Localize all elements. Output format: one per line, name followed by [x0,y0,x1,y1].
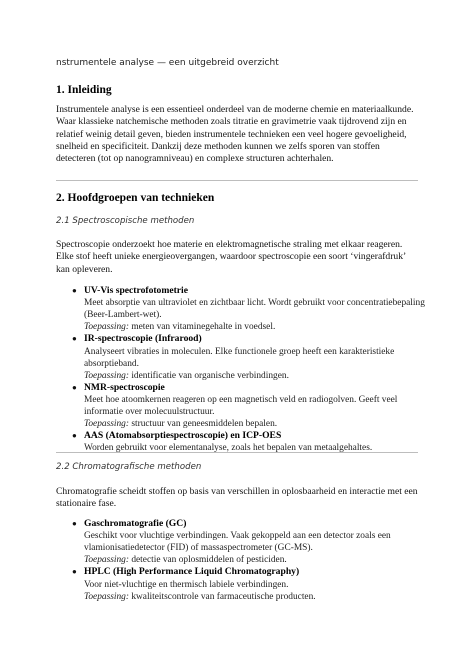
subsection-divider [56,452,418,453]
technique-description: Meet absorptie van ultraviolet en zichtbaar licht. Wordt gebruikt voor concentratiebepaling (Beer-Lambert-wet). [84,298,425,321]
subsection-intro-chromatografie: Chromatografie scheidt stoffen op basis van verschillen in oplosbaarheid en interactie met een stationaire fase. [56,486,418,510]
technique-application [84,418,426,430]
subsection-intro-spectroscopie: Spectroscopie onderzoekt hoe materie en elektromagnetische straling met elkaar reageren. Elke stof heeft unieke energieovergangen, waardoor spectroscopie een soort ‘vingerafdruk’ kan opleveren. [56,239,406,275]
application-text: structuur van geneesmiddelen bepalen. [128,418,278,429]
technique-name: NMR-spectroscopie [84,381,165,393]
application-label: Toepassing: [84,322,129,333]
technique-application [84,591,426,603]
document-title: nstrumentele analyse — een uitgebreid overzicht [56,58,279,68]
technique-name: IR-spectroscopie (Infrarood) [84,333,202,345]
bullet-icon: ● [72,334,77,344]
technique-description: Geschikt voor vluchtige verbindingen. Vaak gekoppeld aan een detector zoals een vlamionisatiedetector (FID) of massaspectrometer (GC-MS). [84,531,391,554]
chromatography-technique-list [56,518,426,603]
bullet-icon: ● [72,430,77,440]
application-label: Toepassing: [84,591,129,602]
list-item [56,285,426,333]
technique-application [84,554,426,566]
bullet-icon: ● [72,286,77,295]
technique-application [84,321,426,333]
technique-name: AAS (Atomabsorptiespectroscopie) en ICP-OES [84,429,282,441]
list-item [56,518,426,566]
technique-description: Worden gebruikt voor elementanalyse, zoals het bepalen van metaalgehaltes. [84,443,373,454]
technique-description: Voor niet-vluchtige en thermisch labiele verbindingen. [84,579,289,590]
technique-name: HPLC (High Performance Liquid Chromatography) [84,566,300,578]
application-label: Toepassing: [84,418,129,429]
application-text: detectie van oplosmiddelen of pesticiden. [128,555,287,566]
list-item [56,566,426,602]
section-divider [56,180,418,181]
list-item [56,333,426,381]
list-item [56,430,426,454]
application-label: Toepassing: [84,555,129,566]
technique-name: Gaschromatografie (GC) [84,518,187,529]
technique-application [84,370,426,382]
technique-description: Analyseert vibraties in moleculen. Elke functionele groep heeft een karakteristieke absorptieband. [84,346,395,369]
application-text: meten van vitaminegehalte in voedsel. [128,322,276,333]
section-heading-inleiding: 1. Inleiding [56,84,112,96]
bullet-icon: ● [72,519,77,528]
technique-description: Meet hoe atoomkernen reageren op een magnetisch veld en radiogolven. Geeft veel informatie over molecuulstructuur. [84,394,398,417]
application-text: kwaliteitscontrole van farmaceutische producten. [128,591,316,602]
subsection-heading-spectroscopie: 2.1 Spectroscopische methoden [56,216,195,226]
bullet-icon: ● [72,567,77,577]
application-label: Toepassing: [84,370,129,381]
spectroscopy-technique-list [56,285,426,454]
bullet-icon: ● [72,382,77,392]
technique-name: UV-Vis spectrofotometrie [84,285,188,296]
application-text: identificatie van organische verbindingen. [128,370,289,381]
section-body-inleiding: Instrumentele analyse is een essentieel onderdeel van de moderne chemie en materiaalkunde. Waar klassieke natchemische methoden zoals titratie en gravimetrie vaak tijdrovend zijn en relatief weinig detail geven, bieden instrumentele technieken een veel hogere gevoeligheid, snelheid en specificiteit. Dankzij deze methoden kunnen we zelfs sporen van stoffen detecteren (tot op nanogramniveau) en complexe structuren achterhalen. [56,104,414,165]
section-heading-hoofdgroepen: 2. Hoofdgroepen van technieken [56,192,215,204]
subsection-heading-chromatografie: 2.2 Chromatografische methoden [56,462,202,472]
list-item [56,382,426,430]
